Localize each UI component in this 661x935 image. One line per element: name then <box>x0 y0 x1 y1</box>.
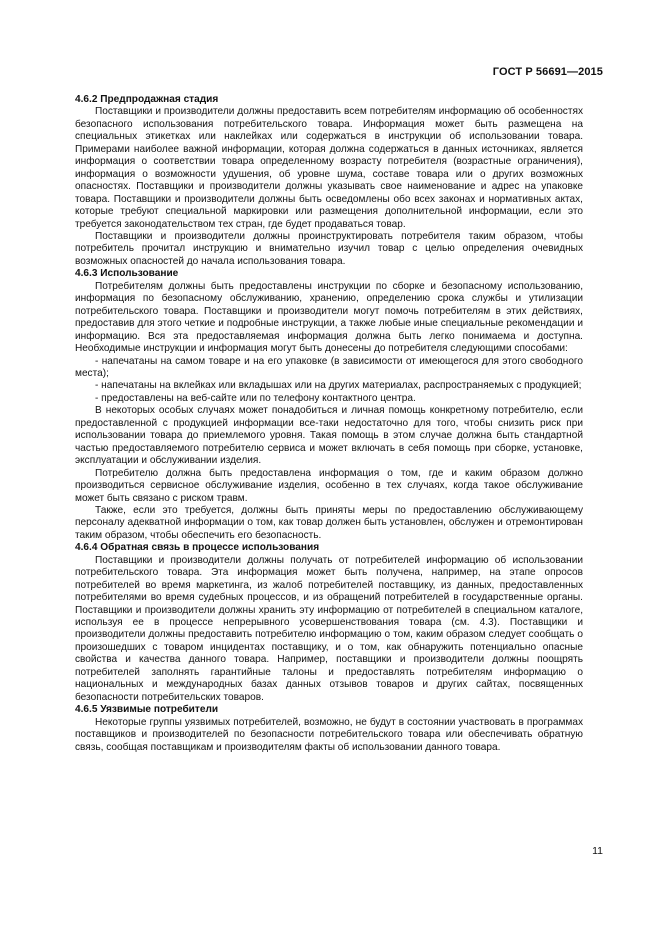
section-heading: 4.6.3 Использование <box>75 268 179 280</box>
paragraph: Также, если это требуется, должны быть приняты меры по предоставлению обслуживающему персоналу адекватной информации о том, как товар должен быть установлен, обслужен и отремонтирован таким образом, чтобы обеспечить его безопасность. <box>75 504 583 541</box>
paragraph: В некоторых особых случаях может понадобиться и личная помощь конкретному потребителю, если предоставленной с продукцией информации все-таки недостаточно для того, чтобы снизить риск при использовании товара до приемлемого уровня. Такая помощь в этом случае должна быть стандартной частью предоставляемого потребителю сервиса и может включать в себя помощь при сборке, установке, эксплуатации и обслуживании изделия. <box>75 405 583 467</box>
section-heading: 4.6.5 Уязвимые потребители <box>75 704 219 716</box>
paragraph: Поставщики и производители должны проинструктировать потребителя таким образом, чтобы потребитель прочитал инструкцию и внимательно изучил товар с целью определения очевидных возможных опасностей до начала использования товара. <box>75 230 583 267</box>
section-4-6-5 <box>75 704 583 754</box>
methods-list <box>75 356 583 406</box>
section-4-6-3 <box>75 268 583 542</box>
list-item: - предоставлены на веб-сайте или по телефону контактного центра. <box>75 393 583 405</box>
section-heading: 4.6.4 Обратная связь в процессе использования <box>75 542 320 554</box>
section-heading: 4.6.2 Предпродажная стадия <box>75 94 219 105</box>
standard-designation: ГОСТ Р 56691—2015 <box>492 66 603 78</box>
section-4-6-4 <box>75 542 583 704</box>
section-4-6-2 <box>75 94 583 268</box>
paragraph: Потребителям должны быть предоставлены инструкции по сборке и безопасному использованию, информация по безопасному обслуживанию, хранению, определению срока службы и утилизации потребительского товара. Поставщики и производители могут помочь потребителям в этих действиях, предоставив для этого четкие и подробные инструкции, а также любые иные специальные рекомендации и информацию. Вся эта предоставляемая информация должна быть легко понимаема и доступна. Необходимые инструкции и информация могут быть донесены до потребителя следующими способами: <box>75 280 583 355</box>
paragraph: Поставщики и производители должны предоставить всем потребителям информацию об особенностях безопасного использования потребительского товара. Информация может быть размещена на специальных этикетках или наклейках или содержаться в инструкции об использовании товара. Примерами наиболее важной информации, которая должна содержаться в данных источниках, является информация о соответствии товара определенному возрасту потребителя (возрастные ограничения), информация о возможности удушения, об уровне шума, составе товара или о других возможных опасностях. Поставщики и производители должны указывать свое наименование и адрес на упаковке товара. Поставщики и производители должны быть осведомлены обо всех законах и нормативных актах, которые требуют специальной маркировки или размещения дополнительной информации, если это требуется законодательством тех стран, где будет продаваться товар. <box>75 106 583 230</box>
paragraph: Поставщики и производители должны получать от потребителей информацию об использовании потребительского товара. Эта информация может быть получена, например, на этапе опросов потребителей во время маркетинга, из жалоб потребителей поставщику, из данных, предоставленных потребителями во время судебных процессов, и из обращений потребителей в государственные органы. Поставщики и производители должны хранить эту информацию от потребителей в специальном каталоге, используя ее в процессе непрерывного усовершенствования товара (см. 4.3). Поставщики и производители должны предоставить потребителю информацию о том, каким образом следует сообщать о произошедших с товаром инцидентах поставщику, и о том, как обнаружить потенциально опасные свойства и качества данного товара. Например, поставщики и производители должны поощрять потребителей заполнять гарантийные талоны и предоставлять потребителям информацию о национальных и международных базах данных отзывов товаров и других сайтах, посвященных безопасности потребительских товаров. <box>75 554 583 703</box>
paragraph: Некоторые группы уязвимых потребителей, возможно, не будут в состоянии участвовать в программах поставщиков и производителей по безопасности потребительского товара или обеспечивать обратную связь, сообщая поставщикам и производителям факты об использовании данного товара. <box>75 716 583 753</box>
page-number: 11 <box>592 845 603 857</box>
list-item: - напечатаны на самом товаре и на его упаковке (в зависимости от имеющегося для этого свободного места); <box>75 356 583 381</box>
paragraph: Потребителю должна быть предоставлена информация о том, где и каким образом должно производиться сервисное обслуживание изделия, особенно в тех случаях, когда такое обслуживание может быть связано с риском травм. <box>75 467 583 504</box>
list-item: - напечатаны на вклейках или вкладышах или на других материалах, распространяемых с продукцией; <box>75 380 583 392</box>
document-body <box>75 94 583 754</box>
